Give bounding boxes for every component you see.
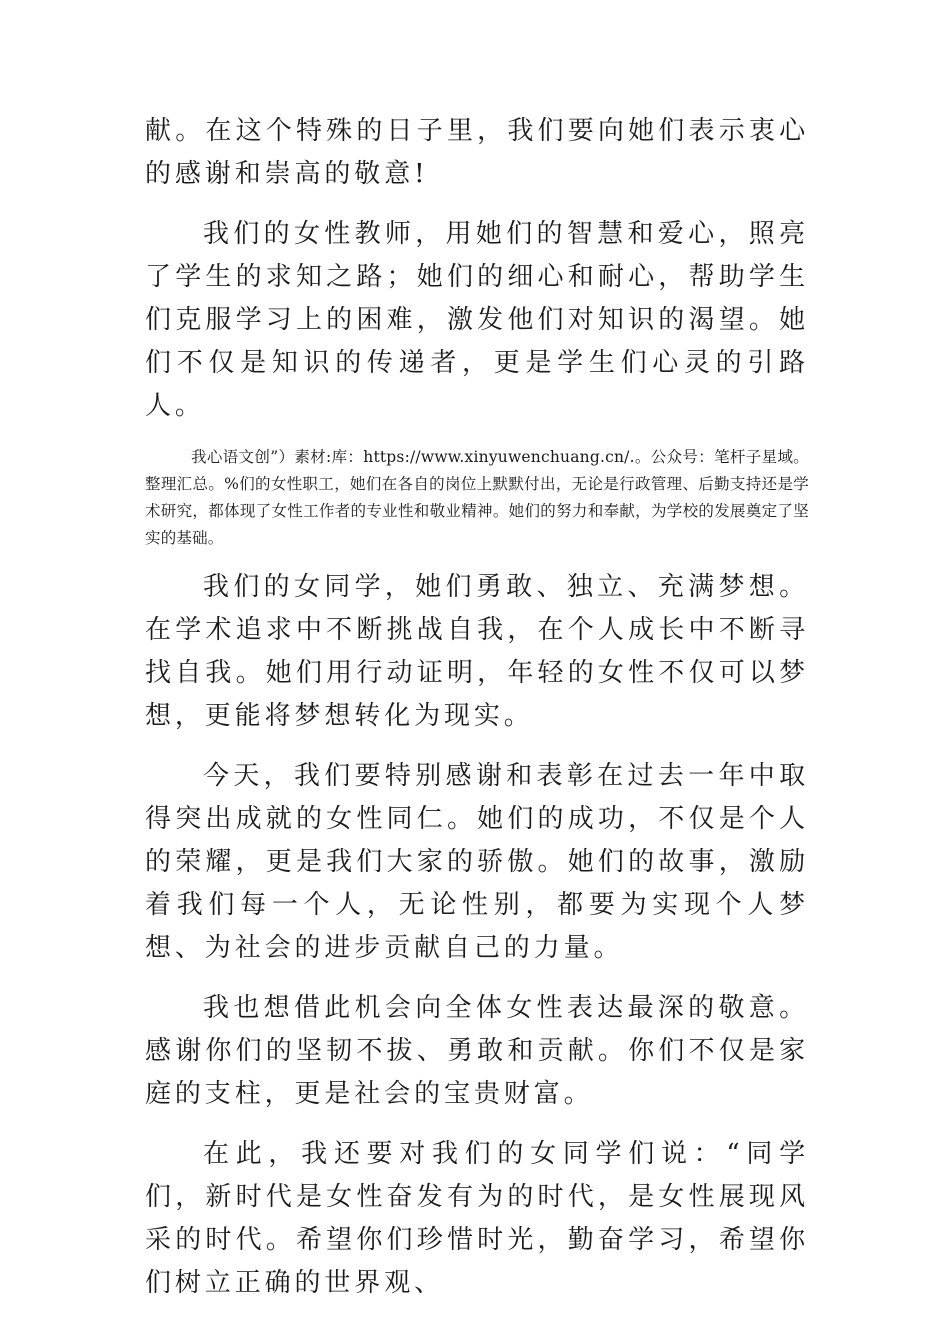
paragraph-female-students: 我们的女同学，她们勇敢、独立、充满梦想。在学术追求中不断挑战自我，在个人成长中不断寻找自我。她们用行动证明，年轻的女性不仅可以梦想，更能将梦想转化为现实。 [145, 572, 809, 731]
paragraph-female-staff-small-print: 我心语文创”）素材:库：https://www.xinyuwenchuang.cn/.。公众号：笔杆子星域。整理汇总。%们的女性职工，她们在各自的岗位上默默付出，无论是行政管理、后勤支持还是学术研究，都体现了女性工作者的专业性和敬业精神。她们的努力和奉献，为学校的发展奠定了坚实的基础。 [145, 448, 809, 547]
paragraph-recognition: 今天，我们要特别感谢和表彰在过去一年中取得突出成就的女性同仁。她们的成功，不仅是个人的荣耀，更是我们大家的骄傲。她们的故事，激励着我们每一个人，无论性别，都要为实现个人梦想、为社会的进步贡献自己的力量。 [145, 761, 809, 963]
paragraph-female-teachers: 我们的女性教师，用她们的智慧和爱心，照亮了学生的求知之路；她们的细心和耐心，帮助学生们克服学习上的困难，激发他们对知识的渴望。她们不仅是知识的传递者，更是学生们心灵的引路人。 [145, 219, 809, 421]
document-body [145, 110, 809, 1305]
paragraph-respect-all-women: 我也想借此机会向全体女性表达最深的敬意。感谢你们的坚韧不拔、勇敢和贡献。你们不仅是家庭的支柱，更是社会的宝贵财富。 [145, 993, 809, 1109]
paragraph-message-to-students: 在此，我还要对我们的女同学们说：“同学们，新时代是女性奋发有为的时代，是女性展现风采的时代。希望你们珍惜时光，勤奋学习，希望你们树立正确的世界观、 [145, 1139, 809, 1298]
paragraph-gratitude-continuation: 献。在这个特殊的日子里，我们要向她们表示衷心的感谢和崇高的敬意! [145, 116, 809, 189]
